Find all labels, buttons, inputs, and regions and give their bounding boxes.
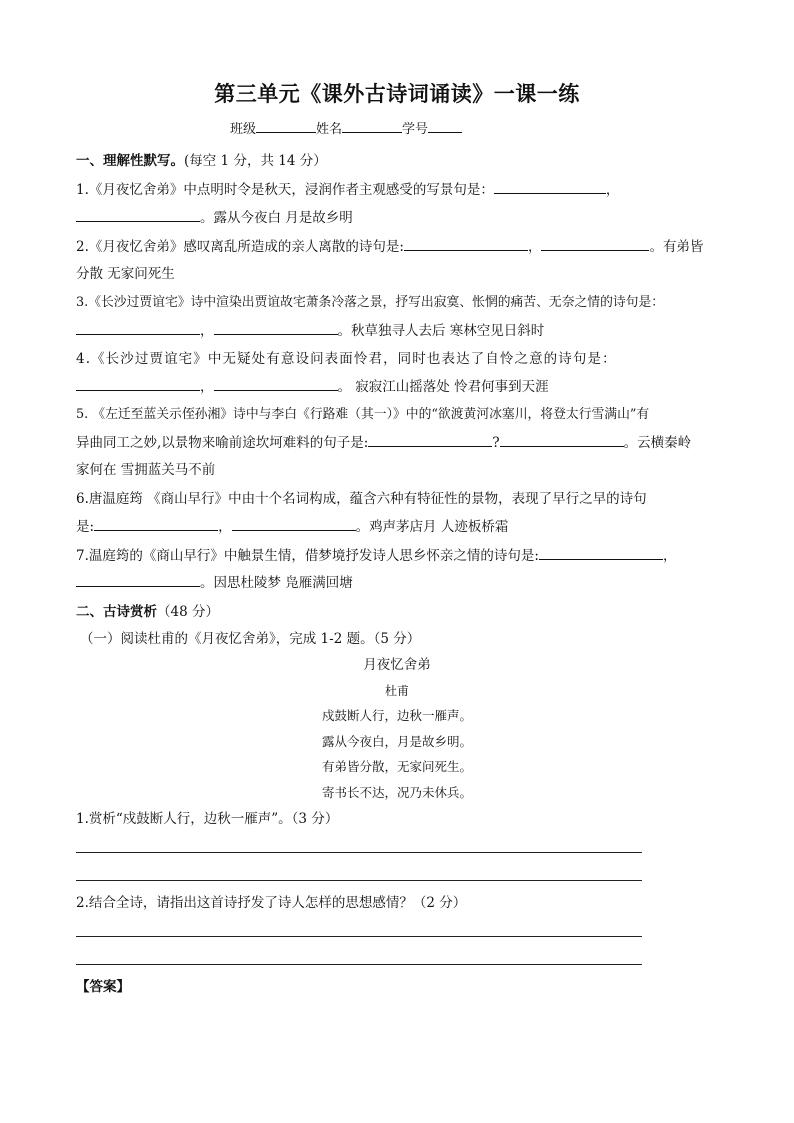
answer-line[interactable] — [76, 964, 642, 965]
question-7-text: 7.温庭筠的《商山早行》中触景生情，借梦境抒发诗人思乡怀亲之情的诗句是: — [76, 548, 539, 564]
section1-heading — [76, 152, 327, 170]
punct: ? — [492, 435, 500, 451]
punct: 。 — [337, 379, 351, 395]
poem-title: 月夜忆舍弟 — [363, 657, 431, 673]
question-6-text-2: 是: — [76, 519, 95, 535]
question-5-line2 — [76, 434, 691, 452]
question-5-text: 5. 《左迁至蓝关示侄孙湘》诗中与李白《行路难（其一）》中的“欲渡黄河冰塞川，将登太行雪满山”有 — [76, 407, 650, 422]
poem-line: 戍鼓断人行，边秋一雁声。 — [321, 708, 472, 723]
answer-label: 【答案】 — [76, 979, 130, 995]
blank-7b[interactable] — [76, 574, 200, 587]
question-3-line2 — [76, 322, 544, 340]
id-field[interactable] — [428, 120, 462, 133]
question-4-line1 — [76, 350, 617, 368]
blank-6b[interactable] — [232, 518, 356, 531]
question-q1: 1.赏析“戍鼓断人行，边秋一雁声”。（3 分） — [76, 811, 339, 827]
poem-line: 寄书长不达，况乃未休兵。 — [321, 785, 472, 800]
question-6-line1 — [76, 490, 647, 508]
answer-5a: 云横秦岭 — [637, 435, 692, 451]
punct: 。 — [200, 210, 214, 226]
class-label: 班级 — [230, 122, 257, 137]
punct: 。 — [337, 323, 351, 339]
blank-5b[interactable] — [500, 434, 624, 447]
question-5-text-2: 异曲同工之妙,以景物来喻前途坎坷难料的句子是: — [76, 435, 369, 451]
question-6-text: 6.唐温庭筠 《商山早行》中由十个名词构成，蕴含六种有特征性的景物，表现了早行之早的诗句 — [76, 491, 647, 507]
punct: ， — [662, 548, 677, 564]
answer-3: 秋草独寻人去后 寒林空见日斜时 — [351, 323, 545, 339]
blank-3b[interactable] — [214, 322, 338, 335]
question-2-line1 — [76, 238, 703, 256]
punct: ， — [605, 182, 620, 198]
answer-1: 露从今夜白 月是故乡明 — [213, 210, 353, 226]
student-info-row — [230, 118, 462, 137]
answer-line[interactable] — [76, 936, 642, 937]
answer-7: 因思杜陵梦 凫雁满回塘 — [213, 575, 353, 591]
class-field[interactable] — [256, 120, 316, 133]
poem-line: 露从今夜白，月是故乡明。 — [321, 734, 472, 749]
answer-line[interactable] — [76, 852, 642, 853]
punct: 。 — [623, 435, 638, 451]
question-5-line1 — [76, 406, 649, 424]
punct: ， — [527, 239, 542, 255]
poem-line: 有弟皆分散，无家问死生。 — [321, 759, 472, 774]
name-field[interactable] — [342, 120, 402, 133]
section2-heading — [76, 603, 219, 621]
punct: 。 — [200, 575, 214, 591]
blank-5a[interactable] — [368, 434, 492, 447]
section2-title: 二、古诗赏析 — [76, 604, 157, 620]
blank-1b[interactable] — [76, 209, 200, 222]
poem-author: 杜甫 — [384, 684, 409, 698]
part1-instruction: （一）阅读杜甫的《月夜忆舍弟》，完成 1-2 题。（5 分） — [80, 631, 421, 647]
answer-5b: 家何在 雪拥蓝关马不前 — [76, 462, 216, 478]
blank-4a[interactable] — [76, 378, 200, 391]
question-3-line1 — [76, 294, 664, 312]
question-4-text: 4.《长沙过贾谊宅》中无疑处有意设问表面怜君，同时也表达了自怜之意的诗句是： — [76, 351, 617, 367]
blank-6a[interactable] — [94, 518, 218, 531]
id-label: 学号 — [402, 122, 429, 137]
question-1-line1 — [76, 181, 619, 199]
question-7-line2 — [76, 574, 353, 592]
page-title: 第三单元《课外古诗词诵读》一课一练 — [214, 82, 580, 106]
question-7-line1 — [76, 547, 676, 565]
answer-4: 寂寂江山摇落处 怜君何事到天涯 — [355, 379, 549, 395]
blank-4b[interactable] — [214, 378, 338, 391]
blank-1a[interactable] — [494, 181, 606, 194]
question-3-text: 3.《长沙过贾谊宅》诗中渲染出贾谊故宅萧条冷落之景，抒写出寂寞、怅惘的痛苦、无奈之情的诗句是： — [76, 295, 665, 310]
punct: ， — [218, 519, 232, 535]
question-q2: 2.结合全诗，请指出这首诗抒发了诗人怎样的思想感情？（2 分） — [76, 895, 467, 911]
question-5-line3 — [76, 461, 215, 479]
punct: 。 — [355, 519, 370, 535]
question-4-line2 — [76, 378, 549, 396]
answer-2a: 有弟皆 — [662, 239, 704, 255]
punct: ， — [200, 323, 214, 339]
question-6-line2 — [76, 518, 508, 536]
answer-2b: 分散 无家问死生 — [76, 266, 175, 282]
question-2-text: 2.《月夜忆舍弟》感叹离乱所造成的亲人离散的诗句是: — [76, 239, 404, 255]
punct: ， — [200, 379, 214, 395]
answer-6: 鸡声茅店月 人迹板桥霜 — [369, 519, 509, 535]
name-label: 姓名 — [316, 122, 343, 137]
blank-7a[interactable] — [539, 547, 663, 560]
section1-score: (每空 1 分，共 14 分） — [184, 153, 327, 169]
blank-2a[interactable] — [404, 238, 528, 251]
punct: 。 — [649, 239, 663, 255]
question-1-text: 1.《月夜忆舍弟》中点明时令是秋天，浸润作者主观感受的写景句是： — [76, 182, 494, 198]
section1-title: 一、理解性默写。 — [76, 153, 184, 169]
question-1-line2 — [76, 209, 353, 227]
section2-score: （48 分） — [157, 604, 219, 620]
blank-3a[interactable] — [76, 322, 200, 335]
answer-line[interactable] — [76, 880, 642, 881]
question-2-line2 — [76, 265, 175, 283]
blank-2b[interactable] — [541, 238, 649, 251]
